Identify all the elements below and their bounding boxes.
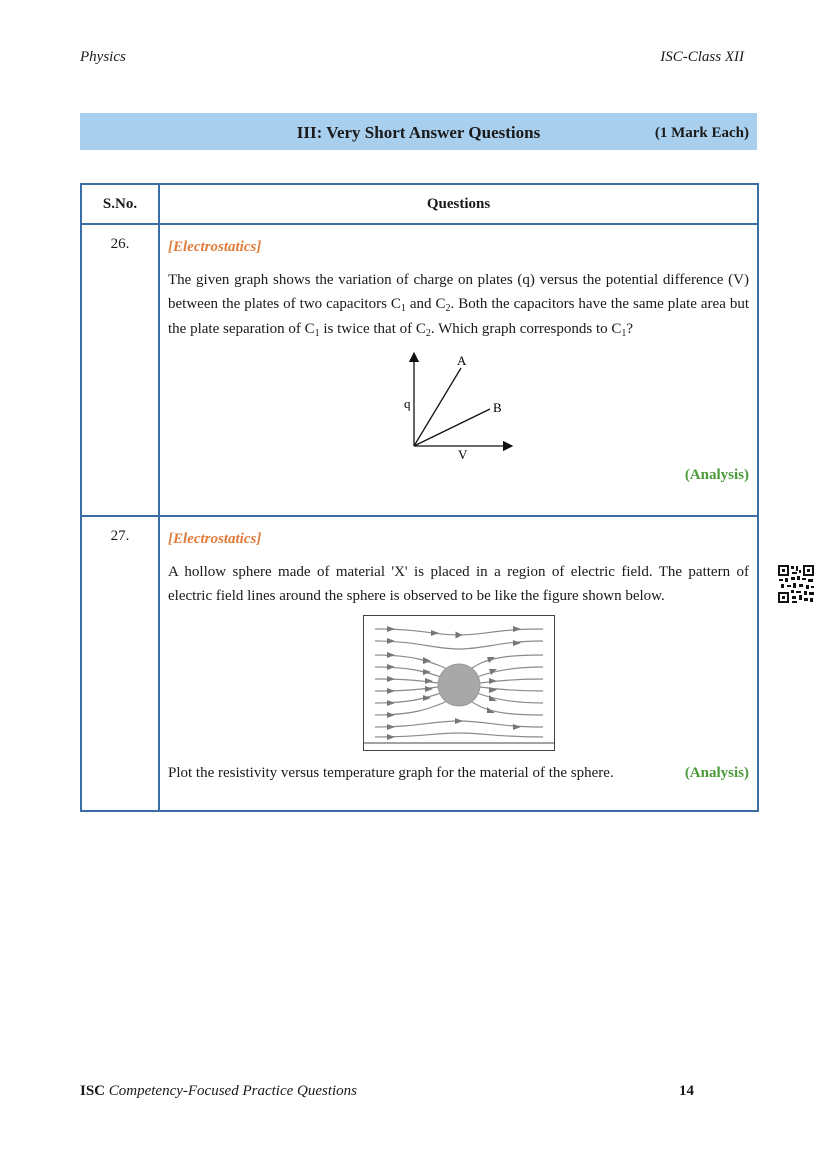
field-lines-diagram [363,615,555,751]
page-number: 14 [679,1083,694,1099]
question-cell [159,516,758,811]
section-banner [80,113,757,150]
footer-subtitle: Competency-Focused Practice Questions [108,1083,358,1099]
table-row [81,516,758,811]
hollow-sphere [438,664,480,706]
question-text: A hollow sphere made of material 'X' is placed in a region of electric field. The pattern of electric field lines around the sphere is observed to be like the figure shown below. [168,563,749,604]
table-header-row [81,184,758,224]
question-prompt: Plot the resistivity versus temperature graph for the material of the sphere. [168,764,614,781]
section-title: III: Very Short Answer Questions [296,123,541,142]
label-a: A [456,353,466,368]
footer-brand: ISC [80,1083,106,1099]
question-topic: [Electrostatics] [168,239,262,255]
column-header-questions: Questions [159,184,758,224]
question-number: 26. [81,224,159,516]
label-b: B [492,400,502,415]
question-text: The given graph shows the variation of charge on plates (q) versus the potential difference (V) between the plates of two capacitors $C_1$ and $C_2$. Both the capacitors have the same plate area but the plate separation of $C_1$ is twice that of $C_2$. Which graph corresponds to $C_1$? [168,271,749,339]
table-row [81,224,758,516]
questions-table [80,183,759,812]
column-header-sno: S.No. [81,184,159,224]
question-topic: [Electrostatics] [168,531,262,547]
analysis-tag: (Analysis) [684,764,749,781]
label-q: q [403,396,410,411]
header-class: ISC-Class XII [660,49,744,65]
label-v: V [457,447,467,462]
question-cell [159,224,758,516]
question-number: 27. [81,516,159,811]
analysis-tag: (Analysis) [684,467,749,483]
field-lines-figure [363,615,555,751]
footer-title [80,1083,357,1100]
header-subject: Physics [80,49,126,65]
charge-voltage-graph [384,347,534,463]
section-marks: (1 Mark Each) [654,125,749,141]
question-final-line [168,761,749,786]
qr-code-icon[interactable] [777,564,815,604]
